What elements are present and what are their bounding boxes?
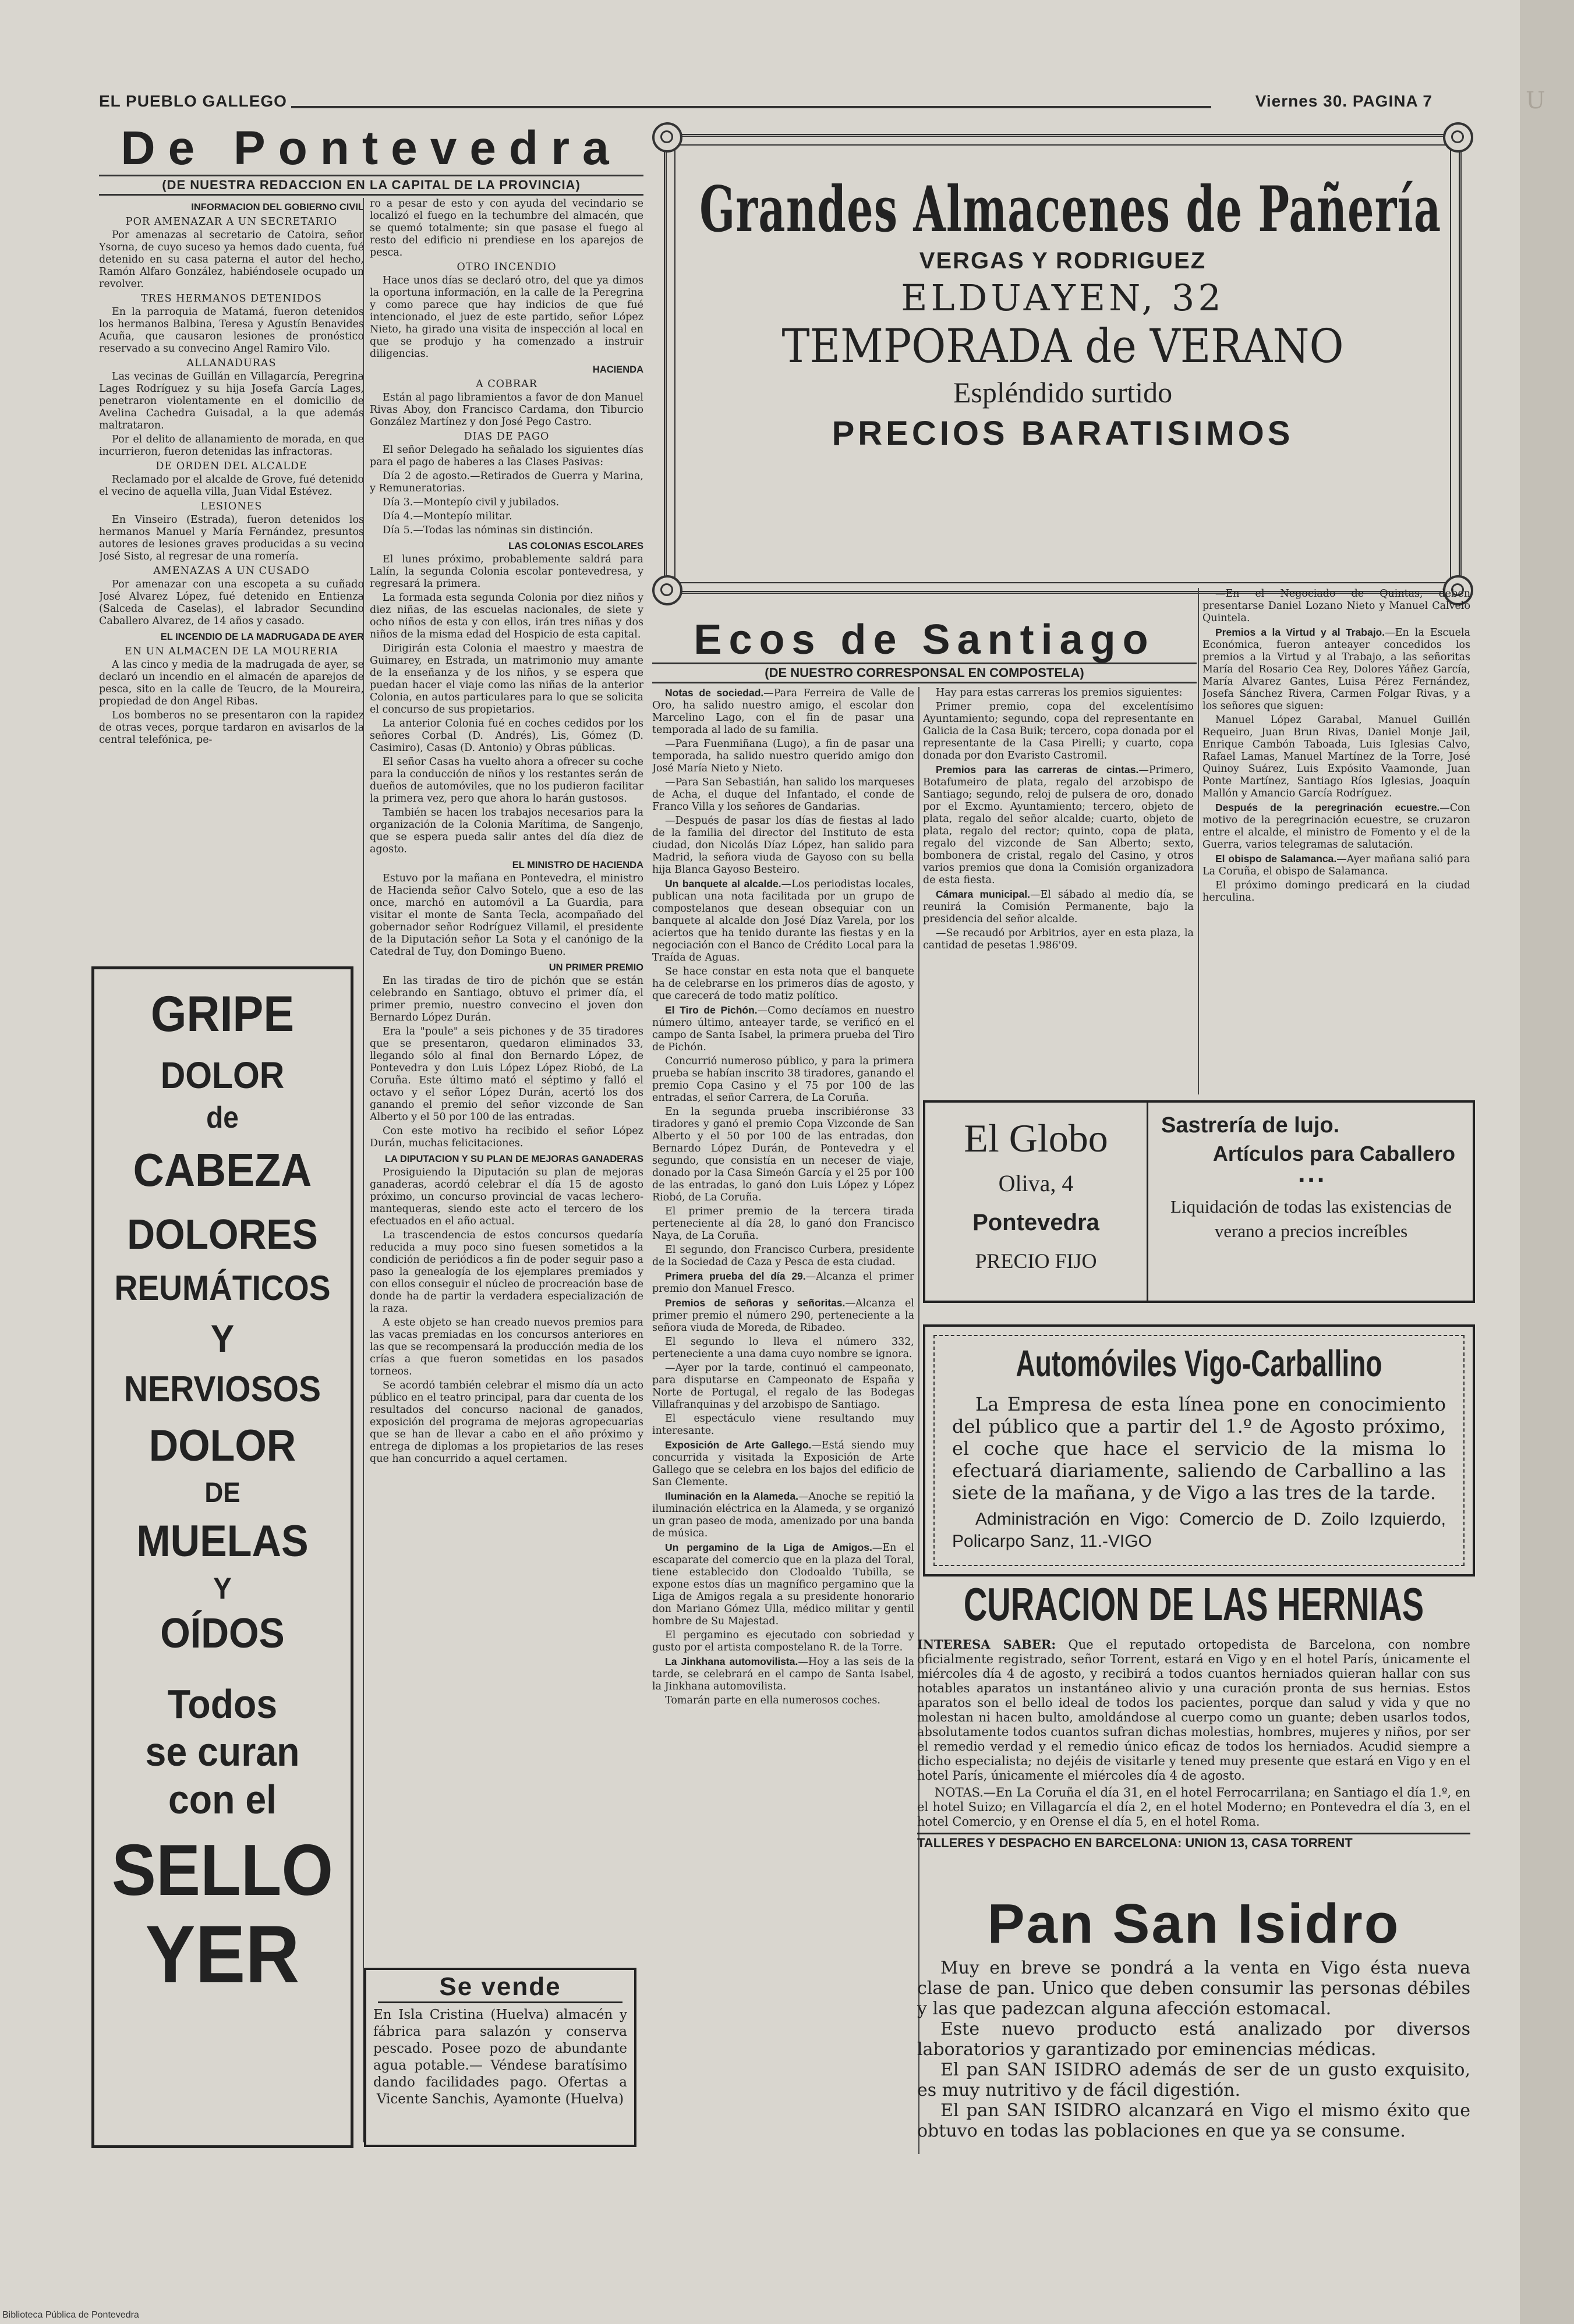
paragraph-text: —Anoche se repitió la iluminación eléctrica en la Alameda, y se organizó un gran paseo de moda, amenizado por una banda de música. bbox=[652, 1491, 914, 1539]
list-item: Día 4.—Montepío militar. bbox=[383, 511, 512, 522]
paragraph bbox=[652, 1270, 914, 1295]
column-rule bbox=[1198, 588, 1199, 1094]
paragraph-text: —Para Ferreira de Valle de Oro, ha salido nuestro amigo, el escolar don Marcelino Lago, con el fin de pasar una temporada al lado de su familia. bbox=[652, 688, 914, 736]
ad-stock: Espléndido surtido bbox=[953, 376, 1173, 409]
paragraph: El primer premio de la tercera tirada perteneciente al día 28, lo ganó don Francisco Naya, de La Coruña. bbox=[652, 1206, 914, 1242]
ad-text: Que el reputado ortopedista de Barcelona, con nombre oficialmente registrado, señor Torrent, estará en Vigo y en el hotel París, únicamente el miércoles día 4 de agosto, y recibirá a todos cuantos herniados quieran hallar con sus notables aparatos un instantáneo alivio y una curación pronta de sus hernias. Estos aparatos son el bello ideal de todos los pacientes, porque dan salud y vida y que no molestan ni hacen bulto, amoldándose al cuerpo como un guante; deben usarlos todos, absolutamente todos cuantos sufran dichas molestias, hombres, mujeres y niños, por ser el remedio verdad y el remedio único eficaz de todos los herniados. Acudid siempre a dicho especialista; no dejéis de visitarle y tened muy presente que estará en Vigo y en el hotel París, únicamente el miércoles día 4 de agosto. bbox=[917, 1638, 1470, 1783]
ad-line: SELLO bbox=[111, 1830, 334, 1911]
paragraph-lead: Notas de sociedad. bbox=[665, 687, 764, 699]
page-header bbox=[99, 87, 1485, 116]
paragraph: La trascendencia de estos concursos quedaría reducida a muy poco sino fuesen sometidos a la condición de periódicos a fin de poder seguir paso a paso la genealogía de los ejemplares premiados y con ellos conseguir el núcleo de procreación base de donde ha de partir la verdadera especialización de la raza. bbox=[370, 1230, 643, 1315]
column-rule bbox=[363, 198, 364, 2142]
paragraph: El señor Delegado ha señalado los siguientes días para el pago de haberes a las Clases Pasivas: bbox=[370, 444, 643, 468]
ad-line: GRIPE bbox=[150, 986, 295, 1042]
subheading: AMENAZAS A UN CUSADO bbox=[153, 565, 310, 577]
paragraph bbox=[923, 888, 1194, 926]
pan-san-isidro-advertisement bbox=[917, 1895, 1470, 2141]
paragraph bbox=[652, 1542, 914, 1628]
paragraph: En la segunda prueba inscribiéronse 33 tiradores y ganó el premio Copa Vizconde de San Alberto y el 50 por 100 de las entradas, don Bernardo López Durán, de Pontevedra y el segundo, que consistía en un neceser de viaje, donado por la Casa Simeón García y el 25 por 100 de las entradas, lo ganó don Luis López y López Riobó, de La Coruña. bbox=[652, 1106, 914, 1203]
paragraph: En la parroquia de Matamá, fueron detenidos los hermanos Balbina, Teresa y Agustín Benavides Acuña, que causaron lesiones de pronóstico reservado a su convecino Angel Ramiro Vilo. bbox=[99, 306, 364, 355]
paragraph bbox=[652, 1004, 914, 1054]
paragraph: El segundo lo lleva el número 332, perteneciente a una dama cuyo nombre se ignora. bbox=[652, 1336, 914, 1360]
paragraph: Por amenazar con una escopeta a su cuñado José Alvarez López, fué detenido en Entienza (Salceda de Caselas), el labrador Secundino Caballero Alvarez, de 14 años y casado. bbox=[99, 579, 364, 627]
paragraph-text: —Alcanza el primer premio don Manuel Fresco. bbox=[652, 1271, 914, 1295]
subheading: TRES HERMANOS DETENIDOS bbox=[141, 293, 322, 304]
paragraph-lead: Exposición de Arte Gallego. bbox=[665, 1439, 812, 1451]
subheading: DIAS DE PAGO bbox=[464, 431, 550, 442]
paragraph: El lunes próximo, probablemente saldrá para Lalín, la segunda Colonia escolar pontevedresa, y regresará la primera. bbox=[370, 554, 643, 590]
gripe-sello-yer-advertisement bbox=[91, 966, 353, 2148]
paragraph-text: —El sábado al medio día, se reunirá la Comisión Permanente, bajo la presidencia del señor alcalde. bbox=[923, 889, 1194, 925]
subheading: ALLANADURAS bbox=[186, 357, 277, 369]
paragraph: Reclamado por el alcalde de Grove, fué detenido el vecino de aquella villa, Juan Vidal Estévez. bbox=[99, 474, 364, 498]
paragraph bbox=[652, 1656, 914, 1693]
santiago-column-1 bbox=[652, 687, 914, 2154]
paragraph: La formada esta segunda Colonia por diez niños y diez niñas, de las escuelas nacionales, de siete y ocho niños de esta y con ellos, irán tres niñas y dos niños de la misma edad del Hospicio de esta capital. bbox=[370, 592, 643, 640]
paragraph: Dirigirán esta Colonia el maestro y maestra de Guimarey, en Estrada, un matrimonio muy amante de la enseñanza y de los niños, y se espera que puedan hacer el viaje como las niñas de la anterior Colonia, en autos particulares para lo que se solicita el concurso de sus propietarios. bbox=[370, 643, 643, 715]
ad-prices: PRECIOS BARATISIMOS bbox=[832, 415, 1294, 452]
paragraph bbox=[652, 1297, 914, 1334]
paragraph: Era la "poule" a seis pichones y de 35 tiradores que se presentaron, quedaron eliminados 33, llegando sólo al final don Bernardo López, de Pontevedra y don Luis López López Riobó, de La Coruña. Este último mató el séptimo y falló el octavo y el señor López Durán, acertó los dos ganando el premio del señor vizconde de San Alberto y el 50 por 100 de las entradas. bbox=[370, 1026, 643, 1123]
ad-paragraph: Este nuevo producto está analizado por diversos laboratorios y garantizado por eminencias médicas. bbox=[917, 2019, 1470, 2060]
paragraph-text: —Hoy a las seis de la tarde, se celebrará en el campo de Santa Isabel, la Jinkhana automovilista. bbox=[652, 1656, 914, 1692]
paragraph: A este objeto se han creado nuevos premios para las vacas premiadas en los concursos anteriores en las que se recompensará la producción media de los crías a que fueron sometidas en los pasados torneos. bbox=[370, 1317, 643, 1377]
section-heading: HACIENDA bbox=[592, 364, 643, 375]
ad-line: con el bbox=[168, 1777, 277, 1822]
paragraph bbox=[652, 1439, 914, 1489]
subheading: OTRO INCENDIO bbox=[457, 261, 557, 273]
pontevedra-subtitle: (DE NUESTRA REDACCION EN LA CAPITAL DE LA PROVINCIA) bbox=[99, 175, 643, 196]
ecos-subtitle: (DE NUESTRO CORRESPONSAL EN COMPOSTELA) bbox=[652, 663, 1197, 683]
paragraph: Se hace constar en esta nota que el banquete ha de celebrarse en los primeros días de agosto, y que carecerá de todo matiz político. bbox=[652, 966, 914, 1002]
automoviles-advertisement bbox=[923, 1324, 1475, 1577]
paragraph: Las vecinas de Guillán en Villagarcía, Peregrina Lages Rodríguez y su hija Josefa García Lages, penetraron violentamente en el domicilio de Avelina Cachedra Guisadal, a la que además maltrataron. bbox=[99, 371, 364, 431]
section-heading: EL INCENDIO DE LA MADRUGADA DE AYER bbox=[160, 632, 364, 642]
globo-price: PRECIO FIJO bbox=[975, 1249, 1097, 1273]
paragraph bbox=[652, 687, 914, 736]
ad-line: DOLORES bbox=[127, 1211, 318, 1258]
paragraph bbox=[1202, 853, 1470, 878]
ad-paragraph: Muy en breve se pondrá a la venta en Vigo ésta nueva clase de pan. Unico que deben consumir las personas débiles y las que padezcan alguna afección estomacal. bbox=[917, 1958, 1470, 2019]
globo-line: Sastrería de lujo. bbox=[1161, 1113, 1340, 1138]
paragraph: —En el Negociado de Quintas, deben presentarse Daniel Lozano Nieto y Manuel Calvelo Quintela. bbox=[1202, 588, 1470, 624]
section-heading: UN PRIMER PREMIO bbox=[549, 962, 643, 973]
globo-line: Artículos para Caballero bbox=[1212, 1142, 1455, 1165]
ad-line: DOLOR bbox=[160, 1054, 285, 1096]
ad-title: Pan San Isidro bbox=[987, 1893, 1400, 1955]
pontevedra-column-1 bbox=[99, 198, 364, 961]
globo-street: Oliva, 4 bbox=[998, 1170, 1074, 1196]
paragraph-text: —En la Escuela Económica, fueron anteayer concedidos los premios a la Virtud y al Trabajo, a las señoritas María del Rosario Cea Rey, Dolores Yáñez García, María Alvarez Gantes, Luisa Pérez Fernández, Josefa Sánchez Rivera, Carmen Folgar Rivas, y a los señores que siguen: bbox=[1202, 627, 1470, 712]
ad-line: YER bbox=[145, 1908, 300, 2000]
ad-line: se curan bbox=[145, 1729, 300, 1774]
ad-admin: Administración en Vigo: Comercio de D. Zoilo Izquierdo, Policarpo Sanz, 11.-VIGO bbox=[952, 1510, 1446, 1551]
santiago-column-3 bbox=[1202, 588, 1470, 1094]
ad-paragraph: El pan SAN ISIDRO además de ser de un gusto exquisito, es muy nutritivo y de fácil digestión. bbox=[917, 2060, 1470, 2100]
paragraph-text: —En el escaparate del comercio que en la plaza del Toral, tiene establecido don Clodoaldo Tubilla, se expone estos días un magnífico pergamino que la Liga de Amigos regala a su presidente honorario don Mariano Gómez Ulla, médico militar y gentil hombre de Su Majestad. bbox=[652, 1542, 914, 1627]
paragraph: A las cinco y media de la madrugada de ayer, se declaró un incendio en el almacén de aparejos de pesca, sito en la calle de Teucro, de la Moureira, propiedad de don Angel Ribas. bbox=[99, 659, 364, 707]
paragraph-lead: Premios a la Virtud y al Trabajo. bbox=[1215, 626, 1385, 638]
ad-line: Y bbox=[213, 1572, 232, 1606]
paragraph: —Para Fuenmiñana (Lugo), a fin de pasar una temporada, ha salido nuestro querido amigo don José María Nieto y Nieto. bbox=[652, 738, 914, 774]
paragraph-text: —Alcanza el primer premio el número 290, perteneciente a la señora viuda de Moreda, de Ribadeo. bbox=[652, 1298, 914, 1334]
paragraph-lead: Premios para las carreras de cintas. bbox=[936, 764, 1139, 775]
paragraph: Se acordó también celebrar el mismo día un acto público en el teatro principal, para dar cuenta de los resultados del concurso nacional de ganados, exposición del programa de mejoras agropecuarias que se han de llevar a cabo en el año próximo y entrega de diplomas a los propietarios de las reses que han concurrido a aquel certamen. bbox=[370, 1380, 643, 1465]
section-heading: EL MINISTRO DE HACIENDA bbox=[512, 860, 643, 870]
section-heading: LA DIPUTACION Y SU PLAN DE MEJORAS GANADERAS bbox=[384, 1154, 643, 1164]
subheading: POR AMENAZAR A UN SECRETARIO bbox=[125, 216, 338, 228]
paragraph bbox=[652, 878, 914, 964]
ad-body: La Empresa de esta línea pone en conocimiento del público que a partir del 1.º de Agosto próximo, el coche que hace el servicio de la misma lo efectuará diariamente, saliendo de Carballino a las siete de la mañana, y de Vigo a las tres de la tarde. bbox=[952, 1393, 1446, 1504]
paragraph: Hay para estas carreras los premios siguientes: bbox=[936, 687, 1183, 699]
paragraph: En las tiradas de tiro de pichón que se están celebrando en Santiago, obtuvo el primer día, el primer premio, nuestro convecino el joven don Bernardo López Durán. bbox=[370, 975, 643, 1023]
paragraph: Estuvo por la mañana en Pontevedra, el ministro de Hacienda señor Calvo Sotelo, que a eso de las once, marchó en automóvil a La Guardia, para visitar el monte de Santa Tecla, acompañado del gobernador señor Rodríguez Villamil, el presidente de la Diputación señor La Sota y el canónigo de la Catedral de Tuy, don Domingo Bueno. bbox=[370, 873, 643, 958]
globo-ornament: ▪ ▪ ▪ bbox=[1299, 1171, 1324, 1188]
paragraph: Están al pago libramientos a favor de don Manuel Rivas Aboy, don Francisco Cardama, don Tiburcio González Martínez y don José Pego Castro. bbox=[370, 392, 643, 428]
paragraph: —Para San Sebastián, han salido los marqueses de Acha, el duque del Infantado, el conde de Franco Villa y los señores de Gandarias. bbox=[652, 777, 914, 813]
header-rule bbox=[291, 106, 1211, 108]
paragraph: El pergamino es ejecutado con sobriedad y gusto por el artista compostelano R. de la Torre. bbox=[652, 1629, 914, 1653]
se-vende-advertisement bbox=[364, 1968, 636, 2147]
globo-city: Pontevedra bbox=[972, 1210, 1099, 1235]
ad-line: Todos bbox=[167, 1681, 278, 1727]
ad-lead: INTERESA SABER: bbox=[917, 1637, 1056, 1652]
paragraph: El segundo, don Francisco Curbera, presidente de la Sociedad de Caza y Pesca de esta ciudad. bbox=[652, 1244, 914, 1268]
santiago-column-2 bbox=[923, 687, 1194, 1094]
pontevedra-column-2 bbox=[370, 198, 643, 1956]
corner-ornament-icon bbox=[1443, 122, 1473, 153]
paragraph bbox=[1202, 626, 1470, 713]
ad-owners: VERGAS Y RODRIGUEZ bbox=[919, 248, 1207, 274]
el-globo-advertisement bbox=[923, 1100, 1475, 1303]
paragraph-lead: Iluminación en la Alameda. bbox=[665, 1490, 798, 1502]
ad-inner-frame bbox=[933, 1335, 1465, 1566]
globo-name: El Globo bbox=[964, 1116, 1108, 1160]
pontevedra-title: De Pontevedra bbox=[121, 122, 622, 175]
paragraph-lead: Primera prueba del día 29. bbox=[665, 1270, 806, 1282]
ad-line: DOLOR bbox=[148, 1421, 296, 1471]
paragraph-text: —Los periodistas locales, publican una nota facilitada por un grupo de compostelanos que desean obsequiar con un banquete al alcalde don José Díaz Varela, por los aciertos que ha tenido durante las fiestas y en la negociación con el Banco de Crédito Local para la Traída de Aguas. bbox=[652, 878, 914, 963]
adjacent-page-edge bbox=[1520, 0, 1574, 2324]
ad-paragraph: El pan SAN ISIDRO alcanzará en Vigo el mismo éxito que obtuvo en todas las poblaciones en que ya se consume. bbox=[917, 2100, 1470, 2141]
ad-line: NERVIOSOS bbox=[123, 1369, 321, 1409]
library-credit: Biblioteca Pública de Pontevedra bbox=[2, 2310, 139, 2320]
paragraph: También se hacen los trabajos necesarios para la organización de la Colonia Marítima, de Sangenjo, que se espera pueda salir antes del día diez de agosto. bbox=[370, 807, 643, 855]
paragraph: Tomarán parte en ella numerosos coches. bbox=[665, 1695, 880, 1706]
paragraph: Por el delito de allanamiento de morada, en que incurrieron, fueron detenidas las infractoras. bbox=[99, 434, 364, 458]
ecos-section-heading bbox=[652, 617, 1197, 683]
newspaper-name: EL PUEBLO GALLEGO bbox=[99, 92, 287, 110]
paragraph-lead: Un pergamino de la Liga de Amigos. bbox=[665, 1542, 872, 1553]
ad-notes: NOTAS.—En La Coruña el día 31, en el hotel Ferrocarrilana; en Santiago el día 1.º, en el hotel Suizo; en Villagarcía el día 2, en el hotel Moderno; en Pontevedra el día 3, en el hotel Comercio, y en Orense el día 5, en el hotel Roma. bbox=[917, 1785, 1470, 1829]
paragraph: El próximo domingo predicará en la ciudad herculina. bbox=[1202, 880, 1470, 904]
paragraph-lead: Un banquete al alcalde. bbox=[665, 878, 781, 890]
subheading: EN UN ALMACEN DE LA MOURERIA bbox=[124, 646, 338, 657]
ad-body: En Isla Cristina (Huelva) almacén y fábrica para salazón y conserva pescado. Posee pozo de abundante agua potable.— Véndese baratísimo dando facilidades pago. Ofertas a Vicente Sanchis, Ayamonte (Huelva) bbox=[373, 2007, 627, 2107]
paragraph: —Se recaudó por Arbitrios, ayer en esta plaza, la cantidad de pesetas 1.986'09. bbox=[923, 927, 1194, 951]
pontevedra-section-heading bbox=[99, 122, 643, 196]
ad-season: TEMPORADA de VERANO bbox=[781, 319, 1344, 373]
paragraph: Primer premio, copa del excelentísimo Ayuntamiento; segundo, copa del representante en Galicia de la Casa Buik; tercero, copa donada por el representante de la Casa Pirelli; y cuarto, copa donada por don Evaristo Castromil. bbox=[923, 701, 1194, 761]
paragraph: Los bomberos no se presentaron con la rapidez de otras veces, porque tardaron en avisarlos de la central telefónica, pe- bbox=[99, 710, 364, 746]
ad-title: Grandes Almacenes de Pañería bbox=[699, 173, 1442, 246]
paragraph: Por amenazas al secretario de Catoira, señor Ysorna, de cuyo suceso ya hemos dado cuenta, fué detenido en su casa paterna el autor del hecho, Ramón Alfaro González, habiéndosele ocupado un revolver. bbox=[99, 229, 364, 290]
ad-line: DE bbox=[204, 1478, 240, 1508]
paragraph: —Ayer por la tarde, continuó el campeonato, para disputarse en Campeonato de España y Norte de Portugal, el regalo de las Bodegas Villafranquinas y del arzobispo de Santiago. bbox=[652, 1362, 914, 1411]
paragraph: Prosiguiendo la Diputación su plan de mejoras ganaderas, acordó celebrar el día 15 de agosto próximo, un concurso provincial de vacas lechero-mantequeras, siendo este acto el tercero de los efectuados en el año actual. bbox=[370, 1167, 643, 1227]
subheading: DE ORDEN DEL ALCALDE bbox=[155, 460, 307, 472]
subheading: LESIONES bbox=[200, 501, 263, 512]
ad-line: de bbox=[206, 1101, 239, 1135]
ad-body bbox=[917, 1958, 1470, 2141]
list-item: Día 5.—Todas las nóminas sin distinción. bbox=[383, 525, 593, 536]
hernias-advertisement bbox=[917, 1578, 1470, 1851]
paragraph: En Vinseiro (Estrada), fueron detenidos los hermanos Manuel y María Fernández, presuntos autores de lesiones graves producidas a su vecino José Sisto, al regresar de una romería. bbox=[99, 514, 364, 562]
ad-title: CURACION DE LAS HERNIAS bbox=[963, 1578, 1424, 1630]
paragraph: ro a pesar de esto y con ayuda del vecindario se localizó el fuego en la techumbre del almacén, que se quemó totalmente; sin que pasase el fuego al resto del edificio ni prendiese en los aparejos de pesca. bbox=[370, 198, 643, 258]
paragraph bbox=[923, 764, 1194, 887]
section-heading: LAS COLONIAS ESCOLARES bbox=[508, 541, 643, 551]
paragraph: Hace unos días se declaró otro, del que ya dimos la oportuna información, en la calle de la Peregrina y como parece que hay indicios de que fué intencionado, el juez de este partido, señor López Nieto, ha girado una visita de inspección al local en que se produjo y ha comenzado a instruir diligencias. bbox=[370, 275, 643, 360]
list-item: Día 2 de agosto.—Retirados de Guerra y Marina, y Remuneratorias. bbox=[370, 470, 643, 494]
paragraph-text: —Ayer mañana salió para La Coruña, el obispo de Salamanca. bbox=[1202, 853, 1470, 877]
globo-right-panel bbox=[1149, 1103, 1473, 1301]
ad-line: Y bbox=[210, 1317, 235, 1360]
list-item: Día 3.—Montepío civil y jubilados. bbox=[383, 497, 560, 508]
paragraph: El espectáculo viene resultando muy interesante. bbox=[652, 1413, 914, 1437]
paragraph-text: —Primero, Botafumeiro de plata, regalo del arzobispo de Santiago; segundo, reloj de pulsera de oro, donado por el Excmo. Ayuntamiento; tercero, objeto de plata, regalo del señor alcalde; cuarto, objeto de plata, regalo del rector; quinto, copa de plata, regalo del vizconde de San Alberto; sexto, bombonera de cristal, regalo del Casino, y otros varios premios que dona la Comisión organizadora de esta fiesta. bbox=[923, 764, 1194, 886]
paragraph: El señor Casas ha vuelto ahora a ofrecer su coche para la conducción de niños y los restantes serán de dueños de automóviles, que no los pudieron facilitar la primera vez, pero que ahora lo harán gustosos. bbox=[370, 756, 643, 805]
paragraph bbox=[652, 1490, 914, 1540]
ad-line: OÍDOS bbox=[160, 1610, 285, 1657]
paragraph-text: —Con motivo de la peregrinación ecuestre, se cruzaron entre el alcalde, el ministro de Fomento y el de la Guerra, varios telegramas de salutación. bbox=[1202, 802, 1470, 851]
paragraph-lead: Después de la peregrinación ecuestre. bbox=[1215, 802, 1440, 813]
paragraph: Con este motivo ha recibido el señor López Durán, muchas felicitaciones. bbox=[370, 1125, 643, 1149]
paragraph: Concurrió numeroso público, y para la primera prueba se habían inscrito 38 tiradores, ganando el premio Copa Casino y el 75 por 100 de las entradas, el señor Carrera, de La Coruña. bbox=[652, 1055, 914, 1104]
paragraph-lead: El obispo de Salamanca. bbox=[1215, 853, 1337, 865]
ad-footer: TALLERES Y DESPACHO EN BARCELONA: UNION 13, CASA TORRENT bbox=[917, 1833, 1470, 1851]
paragraph-text: —Está siendo muy concurrida y visitada la Exposición de Arte Gallego que se celebra en los bajos del edificio de San Clemente. bbox=[652, 1440, 914, 1488]
ad-body bbox=[917, 1637, 1470, 1783]
ecos-title: Ecos de Santiago bbox=[694, 617, 1155, 663]
section-heading: INFORMACION DEL GOBIERNO CIVIL bbox=[191, 202, 364, 212]
corner-ornament-icon bbox=[652, 122, 682, 153]
ad-title: Se vende bbox=[378, 1972, 622, 2003]
paragraph: Manuel López Garabal, Manuel Guillén Requeiro, Juan Brun Rivas, Daniel Monje Jail, Enrique Cambón Taboada, Luis Iglesias Calvo, Rafael Lamas, Manuel Martínez de la Torre, José Quinoy Suárez, Luis Expósito Vaamonde, Juan Ponte Martínez, Santiago Ríos Iglesias, Joaquín Mallón y Amancio García Rodríguez. bbox=[1202, 714, 1470, 799]
paragraph-lead: El Tiro de Pichón. bbox=[665, 1004, 758, 1016]
paragraph-lead: Premios de señoras y señoritas. bbox=[665, 1297, 846, 1309]
ad-line: MUELAS bbox=[136, 1517, 309, 1566]
panteria-advertisement bbox=[652, 122, 1473, 605]
paragraph-lead: Cámara municipal. bbox=[936, 888, 1031, 900]
page-date-number: Viernes 30. PAGINA 7 bbox=[1255, 92, 1432, 110]
ad-line: CABEZA bbox=[133, 1144, 312, 1196]
corner-ornament-icon bbox=[652, 575, 682, 605]
paragraph bbox=[1202, 802, 1470, 851]
paragraph-lead: La Jinkhana automovilista. bbox=[665, 1656, 798, 1667]
ghost-letter: U bbox=[1526, 87, 1545, 114]
globo-left-panel bbox=[925, 1103, 1148, 1301]
ad-title: Automóviles Vigo-Carballino bbox=[1016, 1342, 1382, 1384]
ad-line: REUMÁTICOS bbox=[114, 1269, 331, 1308]
paragraph: —Después de pasar los días de fiestas al lado de la familia del director del Instituto de esta ciudad, don Nicolás Díaz López, han salido para Madrid, la señora viuda de Gayoso con su bella hija Blanca Gayoso Besteiro. bbox=[652, 815, 914, 876]
paragraph-text: —Como decíamos en nuestro número último, anteayer tarde, se verificó en el campo de Santa Isabel, la primera prueba del Tiro de Pichón. bbox=[652, 1005, 914, 1053]
subheading: A COBRAR bbox=[476, 378, 537, 390]
paragraph: La anterior Colonia fué en coches cedidos por los señores Corbal (D. Andrés), Lis, Gómez (D. Casimiro), Casas (D. Antonio) y Obras públicas. bbox=[370, 718, 643, 754]
ad-address: ELDUAYEN, 32 bbox=[901, 277, 1225, 319]
globo-line: Liquidación de todas las existencias de verano a precios increíbles bbox=[1170, 1196, 1452, 1241]
